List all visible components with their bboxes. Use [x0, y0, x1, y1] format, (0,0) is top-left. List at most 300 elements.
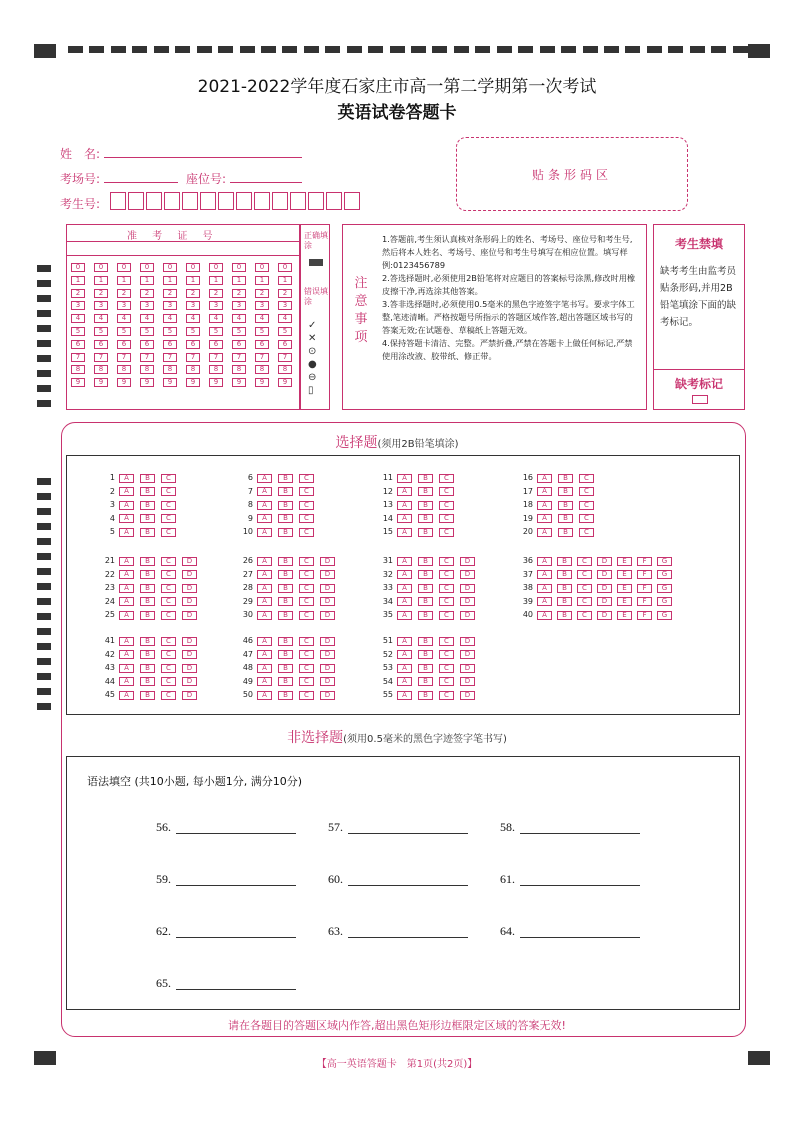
answer-option-bubble[interactable]: C: [161, 474, 176, 483]
answer-option-bubble[interactable]: D: [182, 677, 197, 686]
answer-option-bubble[interactable]: C: [161, 664, 176, 673]
id-digit-bubble[interactable]: 1: [278, 276, 292, 285]
answer-option-bubble[interactable]: A: [119, 487, 134, 496]
id-digit-bubble[interactable]: 8: [94, 365, 108, 374]
id-digit-bubble[interactable]: 6: [117, 340, 131, 349]
id-digit-bubble[interactable]: 4: [163, 314, 177, 323]
answer-option-bubble[interactable]: B: [418, 637, 433, 646]
exam-number-cell[interactable]: [290, 192, 306, 210]
answer-option-bubble[interactable]: B: [140, 514, 155, 523]
answer-option-bubble[interactable]: A: [537, 611, 552, 620]
answer-option-bubble[interactable]: B: [140, 474, 155, 483]
answer-option-bubble[interactable]: E: [617, 570, 632, 579]
exam-number-cell[interactable]: [182, 192, 198, 210]
answer-option-bubble[interactable]: D: [460, 584, 475, 593]
answer-option-bubble[interactable]: A: [257, 637, 272, 646]
answer-option-bubble[interactable]: B: [140, 557, 155, 566]
id-digit-bubble[interactable]: 3: [186, 301, 200, 310]
answer-option-bubble[interactable]: A: [397, 487, 412, 496]
id-digit-bubble[interactable]: 4: [232, 314, 246, 323]
answer-option-bubble[interactable]: C: [299, 528, 314, 537]
answer-option-bubble[interactable]: A: [257, 611, 272, 620]
answer-option-bubble[interactable]: C: [299, 611, 314, 620]
answer-option-bubble[interactable]: C: [579, 474, 594, 483]
answer-option-bubble[interactable]: B: [418, 474, 433, 483]
id-digit-bubble[interactable]: 3: [140, 301, 154, 310]
id-digit-bubble[interactable]: 2: [140, 289, 154, 298]
answer-option-bubble[interactable]: B: [558, 487, 573, 496]
id-digit-bubble[interactable]: 6: [232, 340, 246, 349]
answer-option-bubble[interactable]: C: [299, 514, 314, 523]
exam-number-cell[interactable]: [272, 192, 288, 210]
blank-answer-line[interactable]: [348, 833, 468, 834]
id-digit-bubble[interactable]: 0: [278, 263, 292, 272]
id-digit-bubble[interactable]: 7: [255, 353, 269, 362]
answer-option-bubble[interactable]: G: [657, 584, 672, 593]
answer-option-bubble[interactable]: A: [119, 637, 134, 646]
answer-option-bubble[interactable]: D: [182, 650, 197, 659]
answer-option-bubble[interactable]: G: [657, 557, 672, 566]
exam-number-cell[interactable]: [236, 192, 252, 210]
blank-answer-line[interactable]: [176, 833, 296, 834]
answer-option-bubble[interactable]: D: [597, 584, 612, 593]
answer-option-bubble[interactable]: D: [182, 557, 197, 566]
id-digit-bubble[interactable]: 7: [140, 353, 154, 362]
answer-option-bubble[interactable]: A: [537, 514, 552, 523]
answer-option-bubble[interactable]: C: [439, 611, 454, 620]
answer-option-bubble[interactable]: A: [119, 557, 134, 566]
answer-option-bubble[interactable]: B: [278, 650, 293, 659]
id-digit-bubble[interactable]: 0: [117, 263, 131, 272]
id-digit-bubble[interactable]: 3: [232, 301, 246, 310]
answer-option-bubble[interactable]: C: [579, 487, 594, 496]
answer-option-bubble[interactable]: C: [161, 528, 176, 537]
answer-option-bubble[interactable]: C: [161, 501, 176, 510]
id-digit-bubble[interactable]: 1: [163, 276, 177, 285]
blank-answer-line[interactable]: [520, 885, 640, 886]
id-digit-bubble[interactable]: 3: [71, 301, 85, 310]
answer-option-bubble[interactable]: F: [637, 597, 652, 606]
answer-option-bubble[interactable]: F: [637, 557, 652, 566]
id-digit-bubble[interactable]: 9: [117, 378, 131, 387]
answer-option-bubble[interactable]: A: [119, 611, 134, 620]
id-digit-bubble[interactable]: 0: [255, 263, 269, 272]
id-digit-bubble[interactable]: 9: [186, 378, 200, 387]
answer-option-bubble[interactable]: A: [257, 691, 272, 700]
answer-option-bubble[interactable]: G: [657, 611, 672, 620]
answer-option-bubble[interactable]: C: [577, 570, 592, 579]
answer-option-bubble[interactable]: B: [418, 597, 433, 606]
id-digit-bubble[interactable]: 2: [278, 289, 292, 298]
answer-option-bubble[interactable]: C: [299, 557, 314, 566]
answer-option-bubble[interactable]: B: [140, 677, 155, 686]
answer-option-bubble[interactable]: C: [439, 664, 454, 673]
answer-option-bubble[interactable]: B: [558, 514, 573, 523]
id-digit-bubble[interactable]: 8: [232, 365, 246, 374]
id-digit-bubble[interactable]: 3: [163, 301, 177, 310]
answer-option-bubble[interactable]: F: [637, 611, 652, 620]
answer-option-bubble[interactable]: C: [439, 501, 454, 510]
id-digit-bubble[interactable]: 1: [209, 276, 223, 285]
answer-option-bubble[interactable]: B: [278, 664, 293, 673]
id-digit-bubble[interactable]: 0: [94, 263, 108, 272]
answer-option-bubble[interactable]: A: [397, 691, 412, 700]
answer-option-bubble[interactable]: A: [397, 514, 412, 523]
id-digit-bubble[interactable]: 9: [94, 378, 108, 387]
answer-option-bubble[interactable]: C: [299, 691, 314, 700]
id-digit-bubble[interactable]: 5: [94, 327, 108, 336]
answer-option-bubble[interactable]: D: [460, 570, 475, 579]
id-digit-bubble[interactable]: 5: [278, 327, 292, 336]
answer-option-bubble[interactable]: C: [439, 650, 454, 659]
answer-option-bubble[interactable]: A: [119, 570, 134, 579]
answer-option-bubble[interactable]: B: [140, 501, 155, 510]
answer-option-bubble[interactable]: C: [439, 691, 454, 700]
id-digit-bubble[interactable]: 9: [140, 378, 154, 387]
id-digit-bubble[interactable]: 5: [117, 327, 131, 336]
blank-answer-line[interactable]: [176, 989, 296, 990]
answer-option-bubble[interactable]: D: [182, 584, 197, 593]
answer-option-bubble[interactable]: D: [597, 570, 612, 579]
id-digit-bubble[interactable]: 0: [71, 263, 85, 272]
answer-option-bubble[interactable]: A: [119, 474, 134, 483]
id-digit-bubble[interactable]: 2: [94, 289, 108, 298]
exam-number-cell[interactable]: [200, 192, 216, 210]
id-digit-bubble[interactable]: 0: [140, 263, 154, 272]
answer-option-bubble[interactable]: D: [597, 557, 612, 566]
id-digit-bubble[interactable]: 1: [117, 276, 131, 285]
answer-option-bubble[interactable]: A: [397, 584, 412, 593]
blank-answer-line[interactable]: [520, 937, 640, 938]
id-digit-bubble[interactable]: 9: [209, 378, 223, 387]
answer-option-bubble[interactable]: C: [299, 487, 314, 496]
answer-option-bubble[interactable]: A: [257, 570, 272, 579]
answer-option-bubble[interactable]: A: [119, 691, 134, 700]
answer-option-bubble[interactable]: A: [119, 528, 134, 537]
answer-option-bubble[interactable]: C: [579, 528, 594, 537]
answer-option-bubble[interactable]: C: [299, 677, 314, 686]
id-digit-bubble[interactable]: 1: [186, 276, 200, 285]
answer-option-bubble[interactable]: C: [299, 570, 314, 579]
answer-option-bubble[interactable]: A: [397, 597, 412, 606]
id-digit-bubble[interactable]: 3: [209, 301, 223, 310]
answer-option-bubble[interactable]: E: [617, 611, 632, 620]
answer-option-bubble[interactable]: C: [577, 597, 592, 606]
answer-option-bubble[interactable]: G: [657, 597, 672, 606]
answer-option-bubble[interactable]: C: [439, 570, 454, 579]
id-digit-bubble[interactable]: 5: [186, 327, 200, 336]
answer-option-bubble[interactable]: C: [299, 501, 314, 510]
answer-option-bubble[interactable]: A: [537, 501, 552, 510]
id-digit-bubble[interactable]: 4: [94, 314, 108, 323]
answer-option-bubble[interactable]: B: [418, 664, 433, 673]
answer-option-bubble[interactable]: A: [119, 584, 134, 593]
answer-option-bubble[interactable]: B: [140, 528, 155, 537]
id-digit-bubble[interactable]: 2: [255, 289, 269, 298]
answer-option-bubble[interactable]: A: [257, 664, 272, 673]
answer-option-bubble[interactable]: B: [140, 487, 155, 496]
answer-option-bubble[interactable]: D: [460, 677, 475, 686]
answer-option-bubble[interactable]: B: [418, 650, 433, 659]
id-digit-bubble[interactable]: 8: [209, 365, 223, 374]
id-digit-bubble[interactable]: 7: [71, 353, 85, 362]
exam-number-cell[interactable]: [164, 192, 180, 210]
answer-option-bubble[interactable]: A: [257, 487, 272, 496]
id-digit-bubble[interactable]: 1: [232, 276, 246, 285]
answer-option-bubble[interactable]: B: [278, 584, 293, 593]
answer-option-bubble[interactable]: C: [161, 691, 176, 700]
id-digit-bubble[interactable]: 8: [255, 365, 269, 374]
exam-number-cell[interactable]: [110, 192, 126, 210]
answer-option-bubble[interactable]: F: [637, 570, 652, 579]
id-digit-bubble[interactable]: 5: [209, 327, 223, 336]
answer-option-bubble[interactable]: C: [577, 584, 592, 593]
answer-option-bubble[interactable]: B: [418, 677, 433, 686]
name-field[interactable]: [104, 157, 302, 158]
answer-option-bubble[interactable]: A: [537, 597, 552, 606]
answer-option-bubble[interactable]: C: [161, 597, 176, 606]
answer-option-bubble[interactable]: C: [579, 514, 594, 523]
absent-mark-bubble[interactable]: [692, 395, 708, 404]
id-digit-bubble[interactable]: 8: [163, 365, 177, 374]
answer-option-bubble[interactable]: A: [257, 528, 272, 537]
answer-option-bubble[interactable]: C: [299, 637, 314, 646]
answer-option-bubble[interactable]: E: [617, 557, 632, 566]
answer-option-bubble[interactable]: B: [418, 487, 433, 496]
seat-field[interactable]: [230, 182, 302, 183]
answer-option-bubble[interactable]: A: [257, 557, 272, 566]
answer-option-bubble[interactable]: D: [320, 570, 335, 579]
id-digit-bubble[interactable]: 9: [232, 378, 246, 387]
blank-answer-line[interactable]: [176, 885, 296, 886]
answer-option-bubble[interactable]: D: [182, 597, 197, 606]
answer-option-bubble[interactable]: C: [577, 611, 592, 620]
answer-option-bubble[interactable]: B: [418, 611, 433, 620]
id-digit-bubble[interactable]: 5: [232, 327, 246, 336]
answer-option-bubble[interactable]: D: [320, 664, 335, 673]
answer-option-bubble[interactable]: B: [418, 514, 433, 523]
answer-option-bubble[interactable]: D: [182, 637, 197, 646]
answer-option-bubble[interactable]: B: [140, 650, 155, 659]
id-digit-bubble[interactable]: 4: [140, 314, 154, 323]
id-digit-bubble[interactable]: 6: [255, 340, 269, 349]
blank-answer-line[interactable]: [348, 885, 468, 886]
answer-option-bubble[interactable]: B: [278, 637, 293, 646]
exam-number-cell[interactable]: [254, 192, 270, 210]
id-digit-bubble[interactable]: 4: [278, 314, 292, 323]
answer-option-bubble[interactable]: C: [439, 637, 454, 646]
answer-option-bubble[interactable]: B: [557, 584, 572, 593]
answer-option-bubble[interactable]: D: [182, 611, 197, 620]
answer-option-bubble[interactable]: B: [140, 664, 155, 673]
id-digit-bubble[interactable]: 2: [163, 289, 177, 298]
answer-option-bubble[interactable]: B: [278, 611, 293, 620]
answer-option-bubble[interactable]: D: [182, 570, 197, 579]
id-digit-bubble[interactable]: 7: [232, 353, 246, 362]
answer-option-bubble[interactable]: D: [182, 691, 197, 700]
id-digit-bubble[interactable]: 9: [71, 378, 85, 387]
id-digit-bubble[interactable]: 1: [71, 276, 85, 285]
id-digit-bubble[interactable]: 6: [209, 340, 223, 349]
answer-option-bubble[interactable]: A: [257, 584, 272, 593]
blank-answer-line[interactable]: [520, 833, 640, 834]
answer-option-bubble[interactable]: D: [320, 597, 335, 606]
id-digit-bubble[interactable]: 8: [71, 365, 85, 374]
id-digit-bubble[interactable]: 0: [209, 263, 223, 272]
blank-answer-line[interactable]: [348, 937, 468, 938]
answer-option-bubble[interactable]: B: [557, 597, 572, 606]
id-digit-bubble[interactable]: 7: [117, 353, 131, 362]
id-digit-bubble[interactable]: 9: [163, 378, 177, 387]
answer-option-bubble[interactable]: C: [439, 514, 454, 523]
answer-option-bubble[interactable]: C: [161, 650, 176, 659]
id-digit-bubble[interactable]: 8: [140, 365, 154, 374]
answer-option-bubble[interactable]: B: [557, 557, 572, 566]
id-digit-bubble[interactable]: 4: [71, 314, 85, 323]
answer-option-bubble[interactable]: B: [278, 514, 293, 523]
answer-option-bubble[interactable]: A: [397, 637, 412, 646]
id-digit-bubble[interactable]: 3: [117, 301, 131, 310]
id-digit-bubble[interactable]: 2: [186, 289, 200, 298]
id-digit-bubble[interactable]: 8: [186, 365, 200, 374]
answer-option-bubble[interactable]: A: [397, 570, 412, 579]
answer-option-bubble[interactable]: B: [418, 691, 433, 700]
answer-option-bubble[interactable]: A: [397, 611, 412, 620]
answer-option-bubble[interactable]: C: [299, 597, 314, 606]
answer-option-bubble[interactable]: A: [397, 664, 412, 673]
answer-option-bubble[interactable]: C: [439, 474, 454, 483]
answer-option-bubble[interactable]: D: [320, 557, 335, 566]
answer-option-bubble[interactable]: C: [161, 570, 176, 579]
id-digit-bubble[interactable]: 4: [209, 314, 223, 323]
exam-number-cell[interactable]: [128, 192, 144, 210]
answer-option-bubble[interactable]: A: [119, 597, 134, 606]
answer-option-bubble[interactable]: B: [140, 691, 155, 700]
answer-option-bubble[interactable]: B: [278, 474, 293, 483]
id-digit-bubble[interactable]: 9: [278, 378, 292, 387]
answer-option-bubble[interactable]: D: [182, 664, 197, 673]
id-digit-bubble[interactable]: 6: [278, 340, 292, 349]
answer-option-bubble[interactable]: A: [257, 501, 272, 510]
answer-option-bubble[interactable]: A: [397, 677, 412, 686]
answer-option-bubble[interactable]: B: [140, 611, 155, 620]
answer-option-bubble[interactable]: D: [597, 597, 612, 606]
id-digit-bubble[interactable]: 2: [117, 289, 131, 298]
answer-option-bubble[interactable]: C: [299, 650, 314, 659]
answer-option-bubble[interactable]: B: [558, 501, 573, 510]
id-digit-bubble[interactable]: 7: [163, 353, 177, 362]
id-digit-bubble[interactable]: 0: [186, 263, 200, 272]
answer-option-bubble[interactable]: C: [161, 584, 176, 593]
answer-option-bubble[interactable]: B: [558, 474, 573, 483]
id-digit-bubble[interactable]: 5: [163, 327, 177, 336]
id-digit-bubble[interactable]: 7: [94, 353, 108, 362]
exam-number-cell[interactable]: [218, 192, 234, 210]
id-digit-bubble[interactable]: 9: [255, 378, 269, 387]
answer-option-bubble[interactable]: B: [140, 597, 155, 606]
id-digit-bubble[interactable]: 3: [278, 301, 292, 310]
answer-option-bubble[interactable]: B: [278, 570, 293, 579]
id-digit-bubble[interactable]: 4: [186, 314, 200, 323]
answer-option-bubble[interactable]: B: [418, 501, 433, 510]
answer-option-bubble[interactable]: E: [617, 597, 632, 606]
answer-option-bubble[interactable]: D: [320, 584, 335, 593]
answer-option-bubble[interactable]: A: [397, 650, 412, 659]
answer-option-bubble[interactable]: B: [278, 691, 293, 700]
answer-option-bubble[interactable]: C: [299, 664, 314, 673]
id-digit-bubble[interactable]: 6: [71, 340, 85, 349]
answer-option-bubble[interactable]: A: [537, 570, 552, 579]
id-digit-bubble[interactable]: 3: [94, 301, 108, 310]
answer-option-bubble[interactable]: B: [140, 637, 155, 646]
id-digit-bubble[interactable]: 4: [255, 314, 269, 323]
answer-option-bubble[interactable]: A: [257, 650, 272, 659]
answer-option-bubble[interactable]: G: [657, 570, 672, 579]
answer-option-bubble[interactable]: C: [299, 474, 314, 483]
answer-option-bubble[interactable]: A: [119, 514, 134, 523]
answer-option-bubble[interactable]: F: [637, 584, 652, 593]
answer-option-bubble[interactable]: D: [460, 691, 475, 700]
answer-option-bubble[interactable]: C: [299, 584, 314, 593]
answer-option-bubble[interactable]: C: [161, 514, 176, 523]
answer-option-bubble[interactable]: A: [119, 501, 134, 510]
id-digit-bubble[interactable]: 1: [94, 276, 108, 285]
answer-option-bubble[interactable]: A: [397, 474, 412, 483]
answer-option-bubble[interactable]: A: [119, 650, 134, 659]
answer-option-bubble[interactable]: C: [161, 611, 176, 620]
answer-option-bubble[interactable]: B: [278, 597, 293, 606]
id-digit-bubble[interactable]: 5: [140, 327, 154, 336]
answer-option-bubble[interactable]: B: [278, 501, 293, 510]
answer-option-bubble[interactable]: C: [439, 528, 454, 537]
answer-option-bubble[interactable]: B: [418, 570, 433, 579]
answer-option-bubble[interactable]: A: [537, 474, 552, 483]
answer-option-bubble[interactable]: D: [320, 637, 335, 646]
answer-option-bubble[interactable]: A: [119, 677, 134, 686]
id-digit-bubble[interactable]: 8: [117, 365, 131, 374]
answer-option-bubble[interactable]: D: [460, 650, 475, 659]
answer-option-bubble[interactable]: B: [418, 584, 433, 593]
exam-number-cells[interactable]: [110, 192, 362, 214]
answer-option-bubble[interactable]: A: [119, 664, 134, 673]
answer-option-bubble[interactable]: A: [257, 597, 272, 606]
answer-option-bubble[interactable]: C: [161, 487, 176, 496]
id-digit-bubble[interactable]: 7: [186, 353, 200, 362]
answer-option-bubble[interactable]: D: [597, 611, 612, 620]
id-digit-bubble[interactable]: 6: [163, 340, 177, 349]
answer-option-bubble[interactable]: C: [439, 677, 454, 686]
id-digit-bubble[interactable]: 6: [94, 340, 108, 349]
answer-option-bubble[interactable]: C: [439, 584, 454, 593]
answer-option-bubble[interactable]: D: [320, 650, 335, 659]
id-digit-bubble[interactable]: 2: [71, 289, 85, 298]
answer-option-bubble[interactable]: A: [257, 474, 272, 483]
answer-option-bubble[interactable]: D: [460, 637, 475, 646]
answer-option-bubble[interactable]: C: [439, 487, 454, 496]
answer-option-bubble[interactable]: B: [278, 487, 293, 496]
answer-option-bubble[interactable]: B: [418, 557, 433, 566]
id-digit-bubble[interactable]: 2: [232, 289, 246, 298]
answer-option-bubble[interactable]: B: [278, 528, 293, 537]
answer-option-bubble[interactable]: A: [537, 487, 552, 496]
answer-option-bubble[interactable]: C: [579, 501, 594, 510]
answer-option-bubble[interactable]: C: [439, 557, 454, 566]
answer-option-bubble[interactable]: B: [278, 557, 293, 566]
answer-option-bubble[interactable]: D: [320, 611, 335, 620]
answer-option-bubble[interactable]: B: [418, 528, 433, 537]
answer-option-bubble[interactable]: C: [577, 557, 592, 566]
id-digit-bubble[interactable]: 6: [140, 340, 154, 349]
